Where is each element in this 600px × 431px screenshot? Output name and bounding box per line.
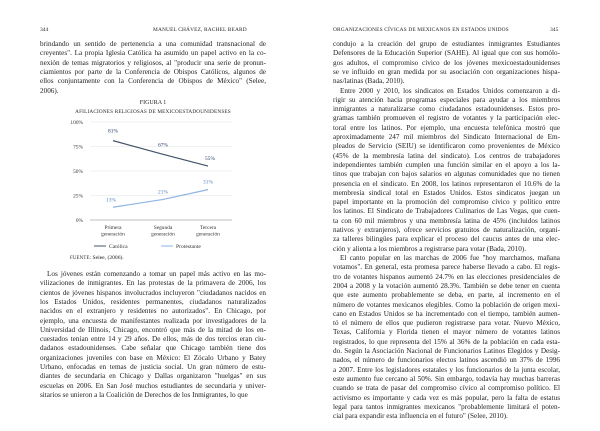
text-line: organizaciones juveniles con base en México: El Zócalo Urbano y Batey: [40, 353, 266, 362]
data-label: 13%: [106, 197, 116, 204]
legend-label: Protestante: [176, 244, 201, 250]
text-line: condujo a la creación del grupo de estudiantes inmigrantes Estudiantes: [333, 40, 560, 48]
text-line: gos adultos, el compromiso cívico de los jóvenes mexicoestadounidenses: [333, 58, 560, 67]
y-tick-label: 0%: [75, 218, 83, 224]
text-line: do. Según la Asociación Nacional de Funcionarios Latinos Elegidos y Desig-: [333, 347, 560, 355]
text-line: gramas también promueven el registro de votantes y la participación elec-: [333, 114, 560, 123]
text-line: (45% de la membresía latina del sindicato). Los centros de trabajadores: [333, 151, 560, 160]
y-tick-label: 100%: [70, 120, 83, 126]
text-line: ción y alienta a los miembros a registrarse para votar (Bada, 2010).: [333, 244, 526, 253]
right-page: [300, 0, 600, 431]
text-line: dadanos estadounidenses. Cabe señalar que Chicago también tiene dos: [40, 344, 266, 353]
page-number: 344: [40, 27, 49, 33]
text-line: rigir su atención hacia programas especiales para ayudar a los miembros: [333, 95, 560, 104]
text-line: nexión de temas migratorios y religiosos, al "producir una serie de pronun-: [40, 58, 266, 67]
text-line: se ve influido en gran medida por su asociación con organizaciones hispa-: [333, 67, 560, 76]
running-head: ORGANIZACIONES CÍVICAS DE MEXICANOS EN ESTADOS UNIDOS: [333, 27, 509, 33]
text-line: independientes también cumplen una función similar en el apoyo a los la-: [333, 160, 560, 169]
text-line: ta con 60 mil miembros y una membresía latina de 45% (incluidos latinos: [333, 216, 560, 225]
text-line: sitarios se unieron a la Coalición de Derechos de los Inmigrantes, lo que: [40, 390, 248, 399]
page-number: 345: [550, 27, 559, 33]
x-category-label: Tercera: [199, 225, 217, 231]
text-line: diantes de secundaria en Chicago y Dallas organizaron "huelgas" en sus: [40, 372, 266, 381]
text-line: ellos conjuntamente con la Conferencia de Obispos de México" (Selee,: [40, 77, 266, 86]
text-line: El canto popular en las marchas de 2006 fue "hoy marchamos, mañana: [340, 254, 560, 262]
source-label: FUENTE: [70, 256, 90, 261]
text-line: Universidad de Illinois, Chicago, encontró que más de la mitad de los en-: [40, 325, 266, 334]
text-line: toral entre los latinos. Por ejemplo, una encuesta telefónica mostró que: [333, 123, 560, 132]
text-line: presencia en el sindicato. En 2008, los latinos representaron el 10.6% de la: [333, 179, 560, 188]
y-tick-label: 25%: [73, 193, 83, 200]
text-line: creyentes". La propia Iglesia Católica ha asumido un papel activo en la co-: [40, 49, 266, 58]
text-line: brindando un sentido de pertenencia a una comunidad transnacional de: [40, 40, 266, 48]
text-line: activismo es importante y cada vez es más popular, pero la falta de estatus: [333, 393, 560, 402]
text-line: legal para tantos inmigrantes mexicanos "probablemente limitará el poten-: [333, 402, 560, 411]
text-line: que este aumento probablemente se deba, en parte, al incremento en el: [333, 291, 560, 300]
text-line: ejemplo, una encuesta de manifestantes realizada por investigadores de la: [40, 316, 266, 325]
data-label: 21%: [158, 189, 168, 196]
x-category-label: Segunda: [153, 225, 173, 231]
text-line: aproximadamente 247 mil miembros del Sindicato Internacional de Em-: [333, 133, 560, 141]
figure-title: AFILIACIONES RELIGIOSAS DE MEXICOESTADOUNIDENSES: [75, 109, 231, 115]
text-line: cuando se trata de pasar del compromiso cívico al compromiso político. El: [333, 384, 560, 393]
x-category-label: generación: [101, 231, 125, 238]
line-chart: [0, 0, 300, 260]
text-line: membresía sindical total en Estados Unidos. Estos sindicatos juegan un: [333, 188, 560, 197]
text-line: za talleres bilingües para explicar el proceso del caucus antes de una elec-: [333, 235, 560, 244]
text-line: nacidos en el extranjero y residentes no autorizados". En Chicago, por: [40, 307, 266, 316]
x-category-label: Primera: [104, 225, 122, 231]
text-line: los Estados Unidos, residentes permanentes, ciudadanos naturalizados: [40, 297, 266, 306]
source-text: : Selee, (2006).: [89, 255, 124, 261]
text-line: 2006).: [40, 86, 59, 95]
y-tick-label: 50%: [73, 169, 83, 175]
y-tick-label: 75%: [73, 144, 83, 151]
data-label: 67%: [158, 142, 168, 149]
figure-number: FIGURA 1: [139, 100, 167, 106]
text-line: Defensores de la Educación Superior (SAHE). Al igual que con sus homólo-: [333, 49, 560, 58]
x-category-label: generación: [196, 231, 220, 238]
text-line: los latinos. El Sindicato de Trabajadores Culinarios de Las Vegas, que cuen-: [333, 207, 560, 216]
text-line: Entre 2000 y 2010, los sindicatos en Estados Unidos comenzaron a di-: [340, 86, 560, 95]
text-line: tinos que trabajan con bajos salarios en algunas comunidades que no tienen: [333, 170, 560, 179]
text-line: nas/latinas (Bada, 2010).: [333, 77, 405, 86]
text-line: ciamientos por parte de la Conferencia de Obispos Católicos, algunos de: [40, 67, 266, 76]
text-line: cientos de jóvenes hispanos involucrados incluyeron "ciudadanos nacidos en: [40, 288, 266, 297]
figure-source: [70, 255, 124, 261]
text-line: Los jóvenes están comenzando a tomar un papel más activo en las mo-: [47, 270, 266, 278]
text-line: cuestados tenían entre 14 y 29 años. De ellos, más de dos tercios eran ciu-: [40, 335, 266, 344]
text-line: vilizaciones de inmigrantes. En las protestas de la primavera de 2006, los: [40, 279, 266, 288]
text-line: este aumento fue cercano al 50%. Sin embargo, todavía hay muchas barreras: [333, 374, 560, 383]
legend-label: Católica: [109, 244, 128, 250]
text-line: papel importante en la promoción del compromiso cívico y político entre: [333, 198, 560, 207]
text-line: cial para expandir esta influencia en el futuro" (Selee, 2010).: [333, 412, 508, 421]
text-line: 2004 a 2008 y la votación aumentó 28.3%. También se debe tener en cuenta: [333, 281, 560, 290]
running-head: MANUEL CHÁVEZ, RACHEL BEARD: [153, 27, 247, 33]
text-line: Texas, California y Florida tienen el mayor número de votantes latinos: [333, 328, 560, 337]
x-category-label: generación: [151, 231, 175, 238]
text-line: registrados, lo que representa del 15% al 36% de la población en cada esta-: [333, 337, 560, 346]
text-line: a 2007. Entre los legisladores estatales y los funcionarios de la junta escolar,: [333, 365, 560, 374]
data-label: 81%: [108, 128, 118, 135]
text-line: tó el número de ellos que pudieron registrarse para votar. Nuevo México,: [333, 319, 560, 328]
text-line: número de votantes mexicanos elegibles. Como la población de origen mexi-: [333, 300, 560, 309]
text-line: Urbano, enfocadas en temas de justicia social. Un gran número de estu-: [40, 363, 266, 371]
text-line: inmigrantes a naturalizarse como ciudadanos estadounidenses. Estos pro-: [333, 105, 560, 114]
text-line: nativos y extranjeros), ofrece servicios gratuitos de naturalización, organi-: [333, 226, 560, 234]
data-label: 31%: [203, 179, 213, 186]
text-line: nados, el número de funcionarios electos latinos ascendió un 37% de 1996: [333, 356, 560, 365]
data-label: 55%: [205, 156, 215, 163]
text-line: cano en Estados Unidos se ha incrementado con el tiempo, también aumen-: [333, 309, 560, 318]
text-line: escuelas en 2006. En San José muchos estudiantes de secundaria y univer-: [40, 381, 266, 390]
text-line: tro de votantes hispanos aumentó 24.7% en las elecciones presidenciales de: [333, 272, 560, 281]
text-line: votamos". En general, esta promesa parece haberse llevado a cabo. El regis-: [333, 263, 560, 272]
text-line: pleados de Servicio (SEIU) se identificaron como provenientes de México: [333, 142, 560, 151]
